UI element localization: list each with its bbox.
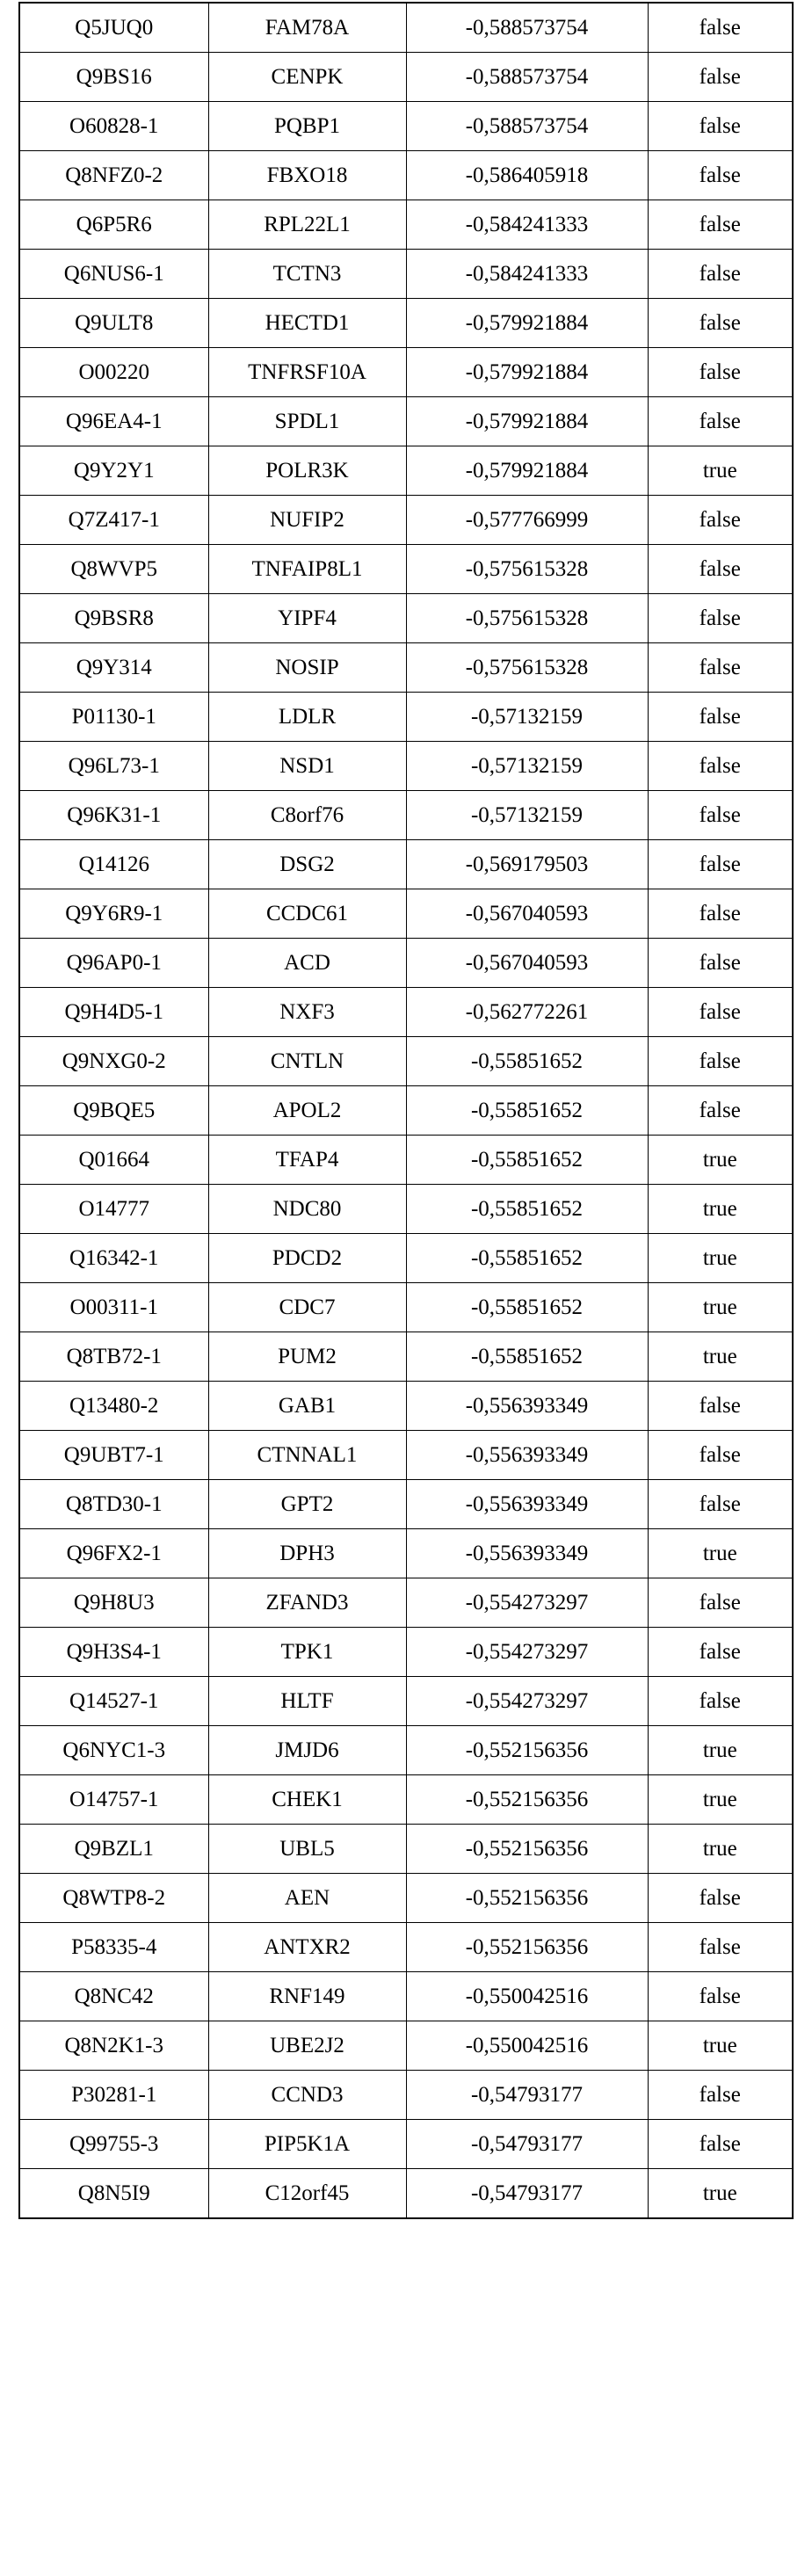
cell-flag: false <box>648 102 793 151</box>
cell-gene: C8orf76 <box>208 791 406 840</box>
cell-accession: Q9Y6R9-1 <box>19 889 208 939</box>
cell-accession: Q14527-1 <box>19 1677 208 1726</box>
cell-accession: Q96L73-1 <box>19 742 208 791</box>
cell-accession: Q8NC42 <box>19 1972 208 2021</box>
cell-value: -0,556393349 <box>406 1480 648 1529</box>
cell-gene: NOSIP <box>208 643 406 693</box>
cell-gene: TPK1 <box>208 1628 406 1677</box>
cell-accession: Q8TD30-1 <box>19 1480 208 1529</box>
cell-flag: false <box>648 1972 793 2021</box>
cell-flag: false <box>648 1677 793 1726</box>
table-row <box>19 1382 793 1431</box>
cell-value: -0,55851652 <box>406 1086 648 1136</box>
cell-flag: true <box>648 1529 793 1578</box>
cell-gene: CTNNAL1 <box>208 1431 406 1480</box>
cell-value: -0,554273297 <box>406 1628 648 1677</box>
cell-gene: YIPF4 <box>208 594 406 643</box>
cell-gene: ZFAND3 <box>208 1578 406 1628</box>
table-row <box>19 348 793 397</box>
cell-gene: CCND3 <box>208 2071 406 2120</box>
table-row <box>19 1480 793 1529</box>
table-row <box>19 102 793 151</box>
cell-flag: false <box>648 1480 793 1529</box>
cell-value: -0,554273297 <box>406 1578 648 1628</box>
cell-gene: NUFIP2 <box>208 496 406 545</box>
cell-flag: true <box>648 2169 793 2219</box>
cell-value: -0,569179503 <box>406 840 648 889</box>
cell-value: -0,556393349 <box>406 1431 648 1480</box>
cell-flag: false <box>648 1382 793 1431</box>
table-row <box>19 1578 793 1628</box>
cell-value: -0,575615328 <box>406 545 648 594</box>
cell-gene: TFAP4 <box>208 1136 406 1185</box>
table-row <box>19 1726 793 1775</box>
cell-gene: CNTLN <box>208 1037 406 1086</box>
cell-flag: false <box>648 2071 793 2120</box>
cell-gene: PQBP1 <box>208 102 406 151</box>
cell-flag: false <box>648 1874 793 1923</box>
cell-value: -0,567040593 <box>406 939 648 988</box>
cell-accession: Q8WTP8-2 <box>19 1874 208 1923</box>
cell-value: -0,579921884 <box>406 446 648 496</box>
protein-data-table <box>18 2 794 2219</box>
cell-value: -0,588573754 <box>406 53 648 102</box>
cell-gene: C12orf45 <box>208 2169 406 2219</box>
cell-accession: P01130-1 <box>19 693 208 742</box>
cell-gene: APOL2 <box>208 1086 406 1136</box>
cell-flag: false <box>648 1578 793 1628</box>
table-row <box>19 299 793 348</box>
cell-flag: false <box>648 2120 793 2169</box>
cell-accession: Q9ULT8 <box>19 299 208 348</box>
cell-accession: Q9Y314 <box>19 643 208 693</box>
cell-value: -0,57132159 <box>406 742 648 791</box>
cell-value: -0,552156356 <box>406 1726 648 1775</box>
cell-gene: GPT2 <box>208 1480 406 1529</box>
cell-gene: ACD <box>208 939 406 988</box>
cell-gene: FAM78A <box>208 3 406 53</box>
cell-gene: PUM2 <box>208 1332 406 1382</box>
cell-value: -0,57132159 <box>406 791 648 840</box>
cell-gene: NSD1 <box>208 742 406 791</box>
table-row <box>19 200 793 250</box>
table-row <box>19 1037 793 1086</box>
cell-gene: UBE2J2 <box>208 2021 406 2071</box>
cell-gene: TCTN3 <box>208 250 406 299</box>
table-row <box>19 1431 793 1480</box>
table-row <box>19 2021 793 2071</box>
cell-flag: false <box>648 742 793 791</box>
table-row <box>19 1628 793 1677</box>
cell-value: -0,55851652 <box>406 1234 648 1283</box>
table-row <box>19 643 793 693</box>
cell-flag: false <box>648 496 793 545</box>
cell-flag: true <box>648 1332 793 1382</box>
cell-gene: FBXO18 <box>208 151 406 200</box>
cell-accession: P30281-1 <box>19 2071 208 2120</box>
cell-flag: false <box>648 545 793 594</box>
cell-flag: true <box>648 1825 793 1874</box>
cell-accession: O14777 <box>19 1185 208 1234</box>
cell-flag: false <box>648 1086 793 1136</box>
cell-flag: false <box>648 1923 793 1972</box>
cell-value: -0,584241333 <box>406 250 648 299</box>
cell-accession: Q8WVP5 <box>19 545 208 594</box>
cell-value: -0,54793177 <box>406 2071 648 2120</box>
cell-flag: true <box>648 2021 793 2071</box>
cell-gene: GAB1 <box>208 1382 406 1431</box>
table-row <box>19 446 793 496</box>
cell-accession: Q9H3S4-1 <box>19 1628 208 1677</box>
cell-gene: HECTD1 <box>208 299 406 348</box>
table-row <box>19 840 793 889</box>
table-row <box>19 1874 793 1923</box>
cell-accession: Q16342-1 <box>19 1234 208 1283</box>
cell-flag: false <box>648 299 793 348</box>
cell-accession: O14757-1 <box>19 1775 208 1825</box>
cell-value: -0,579921884 <box>406 299 648 348</box>
cell-flag: false <box>648 988 793 1037</box>
cell-gene: UBL5 <box>208 1825 406 1874</box>
cell-flag: false <box>648 53 793 102</box>
cell-value: -0,556393349 <box>406 1529 648 1578</box>
cell-value: -0,588573754 <box>406 3 648 53</box>
cell-accession: Q5JUQ0 <box>19 3 208 53</box>
cell-gene: TNFAIP8L1 <box>208 545 406 594</box>
cell-accession: Q13480-2 <box>19 1382 208 1431</box>
cell-flag: true <box>648 1283 793 1332</box>
cell-value: -0,55851652 <box>406 1136 648 1185</box>
table-row <box>19 2120 793 2169</box>
table-row <box>19 53 793 102</box>
table-row <box>19 545 793 594</box>
cell-gene: CENPK <box>208 53 406 102</box>
cell-gene: JMJD6 <box>208 1726 406 1775</box>
table-row <box>19 1086 793 1136</box>
cell-flag: false <box>648 397 793 446</box>
cell-value: -0,575615328 <box>406 594 648 643</box>
cell-value: -0,579921884 <box>406 348 648 397</box>
table-row <box>19 250 793 299</box>
cell-value: -0,552156356 <box>406 1874 648 1923</box>
table-row <box>19 742 793 791</box>
cell-gene: NDC80 <box>208 1185 406 1234</box>
cell-accession: Q9NXG0-2 <box>19 1037 208 1086</box>
table-row <box>19 791 793 840</box>
table-row <box>19 939 793 988</box>
cell-flag: true <box>648 1726 793 1775</box>
cell-gene: TNFRSF10A <box>208 348 406 397</box>
table-row <box>19 397 793 446</box>
cell-value: -0,552156356 <box>406 1775 648 1825</box>
cell-gene: CDC7 <box>208 1283 406 1332</box>
cell-flag: false <box>648 1431 793 1480</box>
table-body <box>19 3 793 2218</box>
cell-value: -0,55851652 <box>406 1283 648 1332</box>
table-row <box>19 1332 793 1382</box>
cell-flag: false <box>648 643 793 693</box>
table-row <box>19 1923 793 1972</box>
cell-flag: true <box>648 1136 793 1185</box>
cell-flag: false <box>648 939 793 988</box>
table-row <box>19 1529 793 1578</box>
cell-accession: Q6NYC1-3 <box>19 1726 208 1775</box>
cell-value: -0,577766999 <box>406 496 648 545</box>
cell-accession: Q8N2K1-3 <box>19 2021 208 2071</box>
cell-accession: Q6P5R6 <box>19 200 208 250</box>
cell-flag: false <box>648 1037 793 1086</box>
cell-value: -0,562772261 <box>406 988 648 1037</box>
cell-gene: DSG2 <box>208 840 406 889</box>
cell-value: -0,550042516 <box>406 1972 648 2021</box>
table-row <box>19 1825 793 1874</box>
cell-accession: Q6NUS6-1 <box>19 250 208 299</box>
cell-gene: CCDC61 <box>208 889 406 939</box>
cell-accession: Q9Y2Y1 <box>19 446 208 496</box>
cell-accession: Q9H4D5-1 <box>19 988 208 1037</box>
cell-accession: Q96FX2-1 <box>19 1529 208 1578</box>
cell-accession: Q7Z417-1 <box>19 496 208 545</box>
cell-value: -0,579921884 <box>406 397 648 446</box>
cell-value: -0,55851652 <box>406 1037 648 1086</box>
cell-gene: AEN <box>208 1874 406 1923</box>
cell-accession: Q9UBT7-1 <box>19 1431 208 1480</box>
table-row <box>19 2169 793 2219</box>
cell-accession: O00220 <box>19 348 208 397</box>
cell-gene: SPDL1 <box>208 397 406 446</box>
cell-flag: false <box>648 348 793 397</box>
cell-flag: true <box>648 1775 793 1825</box>
cell-value: -0,575615328 <box>406 643 648 693</box>
cell-value: -0,584241333 <box>406 200 648 250</box>
cell-gene: LDLR <box>208 693 406 742</box>
cell-flag: false <box>648 3 793 53</box>
cell-value: -0,55851652 <box>406 1185 648 1234</box>
cell-flag: true <box>648 446 793 496</box>
cell-accession: Q99755-3 <box>19 2120 208 2169</box>
cell-gene: DPH3 <box>208 1529 406 1578</box>
cell-gene: CHEK1 <box>208 1775 406 1825</box>
cell-value: -0,54793177 <box>406 2169 648 2219</box>
cell-gene: NXF3 <box>208 988 406 1037</box>
cell-value: -0,567040593 <box>406 889 648 939</box>
table-row <box>19 1677 793 1726</box>
cell-flag: false <box>648 250 793 299</box>
cell-flag: true <box>648 1185 793 1234</box>
table-row <box>19 988 793 1037</box>
cell-accession: Q8TB72-1 <box>19 1332 208 1382</box>
cell-accession: Q9BS16 <box>19 53 208 102</box>
cell-accession: Q8N5I9 <box>19 2169 208 2219</box>
cell-gene: HLTF <box>208 1677 406 1726</box>
cell-flag: false <box>648 889 793 939</box>
cell-value: -0,550042516 <box>406 2021 648 2071</box>
cell-value: -0,552156356 <box>406 1825 648 1874</box>
cell-gene: PIP5K1A <box>208 2120 406 2169</box>
table-row <box>19 1775 793 1825</box>
cell-accession: Q01664 <box>19 1136 208 1185</box>
table-row <box>19 151 793 200</box>
cell-accession: O00311-1 <box>19 1283 208 1332</box>
cell-gene: RNF149 <box>208 1972 406 2021</box>
cell-accession: O60828-1 <box>19 102 208 151</box>
cell-flag: false <box>648 151 793 200</box>
cell-accession: Q9H8U3 <box>19 1578 208 1628</box>
table-row <box>19 496 793 545</box>
cell-value: -0,586405918 <box>406 151 648 200</box>
cell-gene: POLR3K <box>208 446 406 496</box>
table-row <box>19 889 793 939</box>
cell-gene: RPL22L1 <box>208 200 406 250</box>
table-row <box>19 1234 793 1283</box>
cell-flag: false <box>648 1628 793 1677</box>
cell-gene: PDCD2 <box>208 1234 406 1283</box>
table-row <box>19 693 793 742</box>
table-row <box>19 1283 793 1332</box>
cell-flag: true <box>648 1234 793 1283</box>
table-row <box>19 3 793 53</box>
cell-gene: ANTXR2 <box>208 1923 406 1972</box>
cell-flag: false <box>648 594 793 643</box>
cell-flag: false <box>648 200 793 250</box>
cell-value: -0,55851652 <box>406 1332 648 1382</box>
table-row <box>19 1136 793 1185</box>
cell-value: -0,588573754 <box>406 102 648 151</box>
table-row <box>19 2071 793 2120</box>
cell-accession: P58335-4 <box>19 1923 208 1972</box>
cell-accession: Q96AP0-1 <box>19 939 208 988</box>
cell-accession: Q8NFZ0-2 <box>19 151 208 200</box>
cell-value: -0,556393349 <box>406 1382 648 1431</box>
cell-accession: Q14126 <box>19 840 208 889</box>
cell-value: -0,57132159 <box>406 693 648 742</box>
cell-value: -0,554273297 <box>406 1677 648 1726</box>
cell-flag: false <box>648 791 793 840</box>
table-row <box>19 1185 793 1234</box>
cell-accession: Q96K31-1 <box>19 791 208 840</box>
table-row <box>19 594 793 643</box>
cell-value: -0,552156356 <box>406 1923 648 1972</box>
cell-accession: Q9BQE5 <box>19 1086 208 1136</box>
table-row <box>19 1972 793 2021</box>
cell-flag: false <box>648 840 793 889</box>
cell-accession: Q9BSR8 <box>19 594 208 643</box>
cell-value: -0,54793177 <box>406 2120 648 2169</box>
cell-accession: Q96EA4-1 <box>19 397 208 446</box>
cell-flag: false <box>648 693 793 742</box>
cell-accession: Q9BZL1 <box>19 1825 208 1874</box>
